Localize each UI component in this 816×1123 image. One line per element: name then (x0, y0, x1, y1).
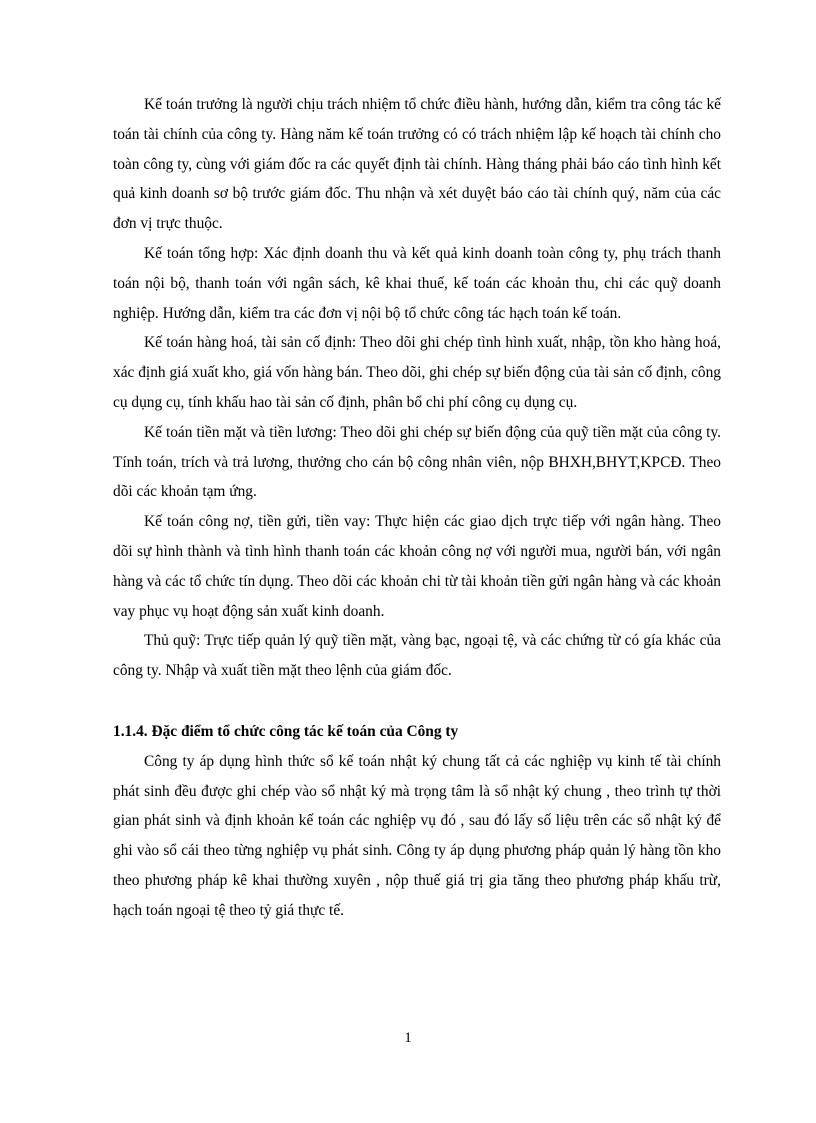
section-heading: 1.1.4. Đặc điểm tổ chức công tác kế toán của Công ty (113, 722, 459, 740)
paragraph-general-accountant: Kế toán tổng hợp: Xác định doanh thu và kết quả kinh doanh toàn công ty, phụ trách thanh toán nội bộ, thanh toán với ngân sách, kê khai thuế, kế toán các khoản thu, chi các quỹ doanh nghiệp. Hướng dẫn, kiểm tra các đơn vị nội bộ tổ chức công tác hạch toán kế toán. (113, 244, 721, 322)
paragraph-goods-assets-accountant: Kế toán hàng hoá, tài sản cố định: Theo dõi ghi chép tình hình xuất, nhập, tồn kho hàng hoá, xác định giá xuất kho, giá vốn hàng bán. Theo dõi, ghi chép sự biến động của tài sản cố định, công cụ dụng cụ, tính khấu hao tài sản cố định, phân bổ chi phí công cụ dụng cụ. (113, 334, 721, 411)
paragraph-debt-deposit-loan-accountant: Kế toán công nợ, tiền gửi, tiền vay: Thực hiện các giao dịch trực tiếp với ngân hàng. Theo dõi sự hình thành và tình hình thanh toán các khoản công nợ với người mua, người bán, với ngân hàng và các tổ chức tín dụng. Theo dõi các khoản chi từ tài khoản tiền gửi ngân hàng và các khoản vay phục vụ hoạt động sản xuất kinh doanh. (113, 513, 721, 620)
paragraph-treasurer: Thủ quỹ: Trực tiếp quản lý quỹ tiền mặt, vàng bạc, ngoại tệ, và các chứng từ có gía khác của công ty. Nhập và xuất tiền mặt theo lệnh của giám đốc. (113, 632, 721, 680)
page-number: 1 (404, 1030, 412, 1046)
paragraph-accounting-organization: Công ty áp dụng hình thức sổ kế toán nhật ký chung tất cả các nghiệp vụ kinh tế tài chính phát sinh đều được ghi chép vào sổ nhật ký mà trọng tâm là sổ nhật ký chung , theo trình tự thời gian phát sinh và định khoản kế toán các nghiệp vụ đó , sau đó lấy số liệu trên các sổ nhật ký để ghi vào sổ cái theo từng nghiệp vụ phát sinh. Công ty áp dụng phương pháp quản lý hàng tồn kho theo phương pháp kê khai thường xuyên , nộp thuế giá trị gia tăng theo phương pháp khấu trừ, hạch toán ngoại tệ theo tỷ giá thực tế. (113, 752, 721, 919)
paragraph-cash-salary-accountant: Kế toán tiền mặt và tiền lương: Theo dõi ghi chép sự biến động của quỹ tiền mặt của công ty. Tính toán, trích và trả lương, thưởng cho cán bộ công nhân viên, nộp BHXH,BHYT,KPCĐ. Theo dõi các khoản tạm ứng. (113, 423, 721, 501)
paragraph-chief-accountant: Kế toán trưởng là người chịu trách nhiệm tổ chức điều hành, hướng dẫn, kiểm tra công tác kế toán tài chính của công ty. Hàng năm kế toán trưởng có có trách nhiệm lập kế hoạch tài chính cho toàn công ty, cùng với giám đốc ra các quyết định tài chính. Hàng tháng phải báo cáo tình hình kết quả kinh doanh sơ bộ trước giám đốc. Thu nhận và xét duyệt báo cáo tài chính quý, năm của các đơn vị trực thuộc. (113, 96, 721, 233)
page-body (113, 90, 721, 926)
